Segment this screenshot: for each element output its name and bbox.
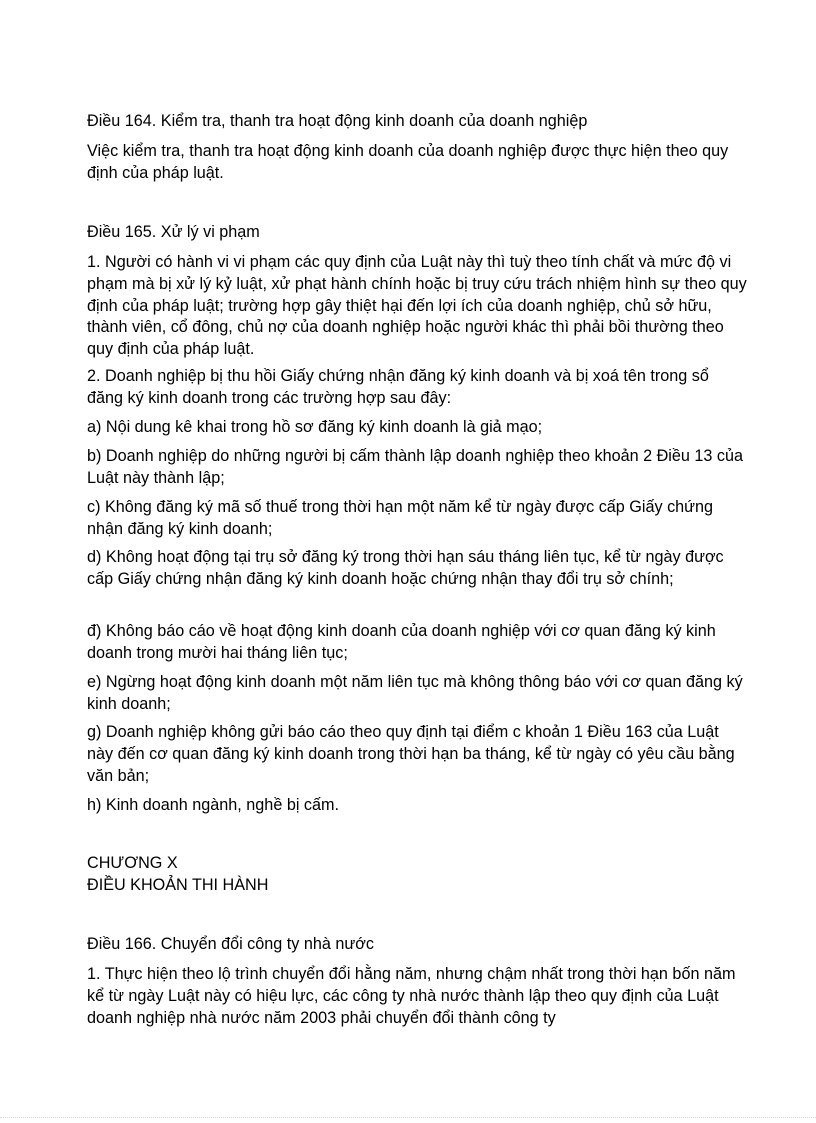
article-165-point-h: h) Kinh doanh ngành, nghề bị cấm.: [87, 796, 339, 814]
article-165-point-b: b) Doanh nghiệp do những người bị cấm thành lập doanh nghiệp theo khoản 2 Điều 13 của Luật này thành lập;: [87, 447, 743, 487]
article-165-clause-1: 1. Người có hành vi vi phạm các quy định của Luật này thì tuỳ theo tính chất và mức độ vi phạm mà bị xử lý kỷ luật, xử phạt hành chính hoặc bị truy cứu trách nhiệm hình sự theo quy định của pháp luật; trường hợp gây thiệt hại đến lợi ích của doanh nghiệp, chủ sở hữu, thành viên, cổ đông, chủ nợ của doanh nghiệp hoặc người khác thì phải bồi thường theo quy định của pháp luật.: [87, 253, 747, 359]
page-bottom-divider: [0, 1117, 816, 1118]
chapter-title: ĐIỀU KHOẢN THI HÀNH: [87, 876, 269, 894]
article-164-paragraph: Việc kiểm tra, thanh tra hoạt động kinh doanh của doanh nghiệp được thực hiện theo quy định của pháp luật.: [87, 142, 729, 182]
article-165-point-d: d) Không hoạt động tại trụ sở đăng ký trong thời hạn sáu tháng liên tục, kể từ ngày được cấp Giấy chứng nhận đăng ký kinh doanh hoặc chứng nhận thay đổi trụ sở chính;: [87, 548, 724, 588]
article-165-point-c: c) Không đăng ký mã số thuế trong thời hạn một năm kể từ ngày được cấp Giấy chứng nhận đăng ký kinh doanh;: [87, 498, 714, 538]
article-166-clause-1: 1. Thực hiện theo lộ trình chuyển đổi hằng năm, nhưng chậm nhất trong thời hạn bốn năm kể từ ngày Luật này có hiệu lực, các công ty nhà nước thành lập theo quy định của Luật doanh nghiệp nhà nước năm 2003 phải chuyển đổi thành công ty: [87, 965, 736, 1027]
article-164-heading: Điều 164. Kiểm tra, thanh tra hoạt động kinh doanh của doanh nghiệp: [87, 112, 588, 130]
article-165-point-e: e) Ngừng hoạt động kinh doanh một năm liên tục mà không thông báo với cơ quan đăng ký kinh doanh;: [87, 673, 743, 713]
article-166-heading: Điều 166. Chuyển đổi công ty nhà nước: [87, 935, 374, 953]
article-165-point-a: a) Nội dung kê khai trong hồ sơ đăng ký kinh doanh là giả mạo;: [87, 418, 543, 436]
article-165-point-dd: đ) Không báo cáo về hoạt động kinh doanh của doanh nghiệp với cơ quan đăng ký kinh doanh trong mười hai tháng liên tục;: [87, 622, 716, 662]
article-165-heading: Điều 165. Xử lý vi phạm: [87, 223, 260, 241]
chapter-label: CHƯƠNG X: [87, 854, 178, 872]
article-165-point-g: g) Doanh nghiệp không gửi báo cáo theo quy định tại điểm c khoản 1 Điều 163 của Luật này đến cơ quan đăng ký kinh doanh trong thời hạn ba tháng, kể từ ngày có yêu cầu bằng văn bản;: [87, 723, 735, 785]
article-165-clause-2: 2. Doanh nghiệp bị thu hồi Giấy chứng nhận đăng ký kinh doanh và bị xoá tên trong sổ đăng ký kinh doanh trong các trường hợp sau đây:: [87, 367, 709, 407]
